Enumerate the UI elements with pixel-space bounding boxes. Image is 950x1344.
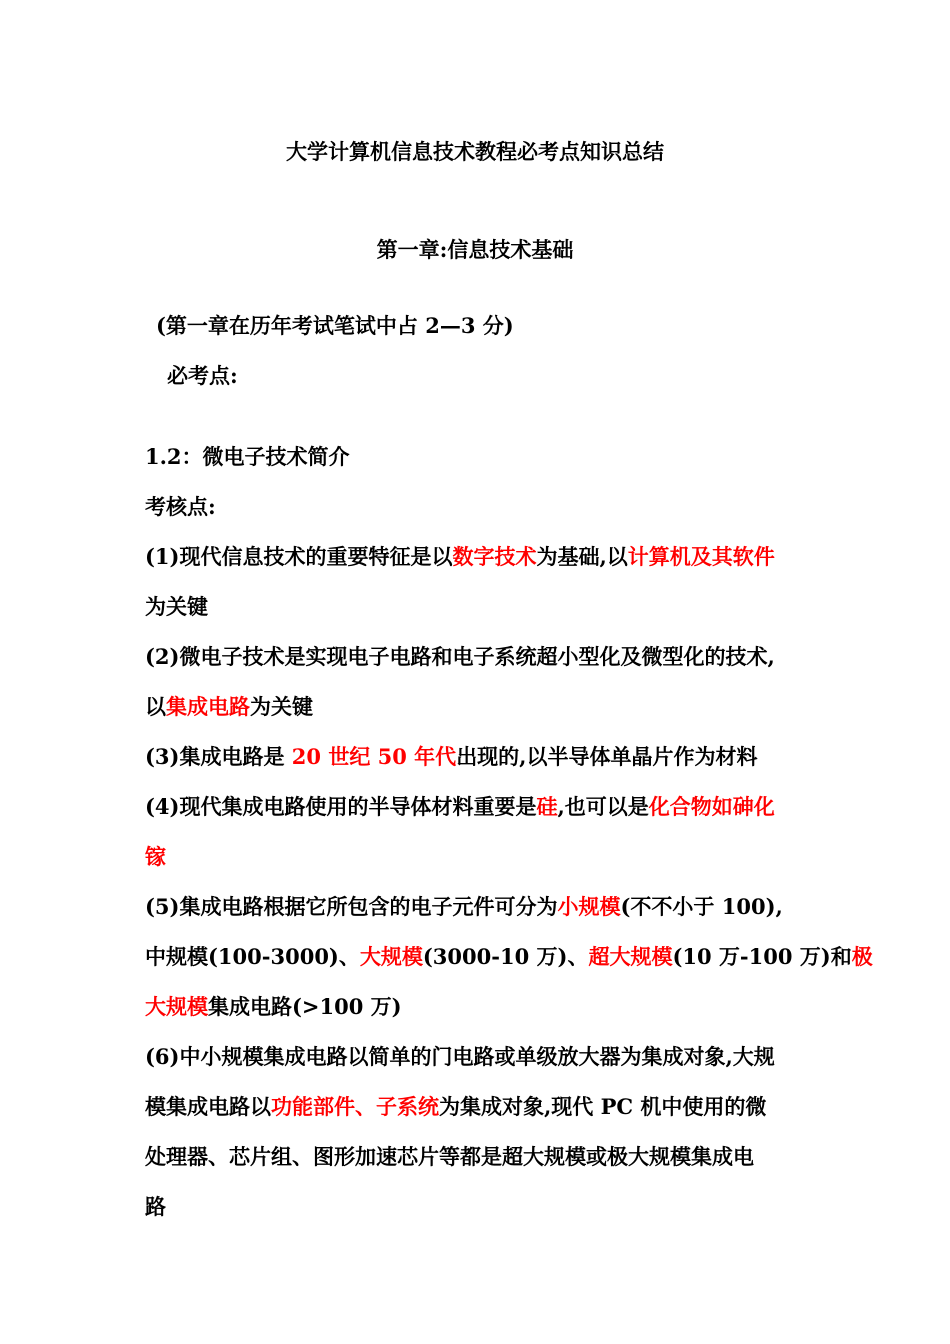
body-text: 出现的,以半导体单晶片作为材料 — [456, 744, 758, 769]
content-line — [145, 682, 815, 732]
highlight-text: 硅 — [536, 794, 558, 819]
assessment-label: 考核点: — [145, 494, 216, 519]
exam-note: (第一章在历年考试笔试中占 2—3 分) — [156, 313, 514, 338]
highlight-text: 计算机及其软件 — [627, 544, 775, 569]
body-text: (10 万-100 万)和 — [672, 944, 852, 969]
body-text: 处理器、芯片组、图形加速芯片等都是超大规模或极大规模集成电 — [145, 1144, 754, 1169]
highlight-text: 集成电路 — [166, 694, 250, 719]
highlight-text: 化合物如砷化 — [648, 794, 775, 819]
body-text: (4)现代集成电路使用的半导体材料重要是 — [145, 794, 537, 819]
body-text: (不不小于 100), — [620, 894, 783, 919]
body-text: 模集成电路以 — [145, 1094, 271, 1119]
body-text: 集成电路(>100 万) — [208, 994, 402, 1019]
content-line — [145, 532, 815, 582]
document-body — [145, 432, 873, 1232]
highlight-text: 超大规模 — [588, 944, 673, 969]
section-heading: 1.2：微电子技术简介 — [145, 444, 350, 469]
content-line — [145, 882, 815, 932]
body-text: 为关键 — [145, 594, 208, 619]
content-line — [145, 932, 873, 982]
content-line — [145, 582, 815, 632]
content-lines — [145, 532, 873, 1232]
content-line — [145, 732, 815, 782]
body-text: (2)微电子技术是实现电子电路和电子系统超小型化及微型化的技术, — [145, 644, 775, 669]
content-line — [145, 832, 815, 882]
body-text: 以 — [145, 694, 166, 719]
body-text: ,也可以是 — [557, 794, 649, 819]
body-text: 为基础,以 — [536, 544, 628, 569]
content-line — [145, 1182, 815, 1232]
body-text: (5)集成电路根据它所包含的电子元件可分为 — [145, 894, 558, 919]
body-text: 为关键 — [250, 694, 313, 719]
body-text: (3000-10 万)、 — [422, 944, 589, 969]
highlight-text: 数字技术 — [452, 544, 537, 569]
highlight-text: 镓 — [145, 844, 166, 869]
highlight-text: 功能部件、子系统 — [271, 1094, 439, 1119]
body-text: 路 — [145, 1194, 166, 1219]
document-title: 大学计算机信息技术教程必考点知识总结 — [286, 139, 664, 164]
chapter-heading: 第一章:信息技术基础 — [376, 237, 574, 262]
highlight-text: 大规模 — [359, 944, 423, 969]
highlight-text: 20 世纪 50 年代 — [291, 744, 457, 769]
body-text: 中规模(100-3000)、 — [145, 944, 360, 969]
body-text: (6)中小规模集成电路以简单的门电路或单级放大器为集成对象,大规 — [145, 1044, 775, 1069]
content-line — [145, 982, 815, 1032]
highlight-text: 小规模 — [557, 894, 621, 919]
body-text: (1)现代信息技术的重要特征是以 — [145, 544, 453, 569]
highlight-text: 极 — [851, 944, 873, 969]
content-line — [145, 782, 815, 832]
content-line — [145, 632, 815, 682]
highlight-text: 大规模 — [145, 994, 208, 1019]
content-line — [145, 1032, 815, 1082]
body-text: 为集成对象,现代 PC 机中使用的微 — [439, 1094, 767, 1119]
must-points-label: 必考点: — [167, 363, 238, 388]
body-text: (3)集成电路是 — [145, 744, 292, 769]
content-line — [145, 1132, 815, 1182]
content-line — [145, 1082, 815, 1132]
